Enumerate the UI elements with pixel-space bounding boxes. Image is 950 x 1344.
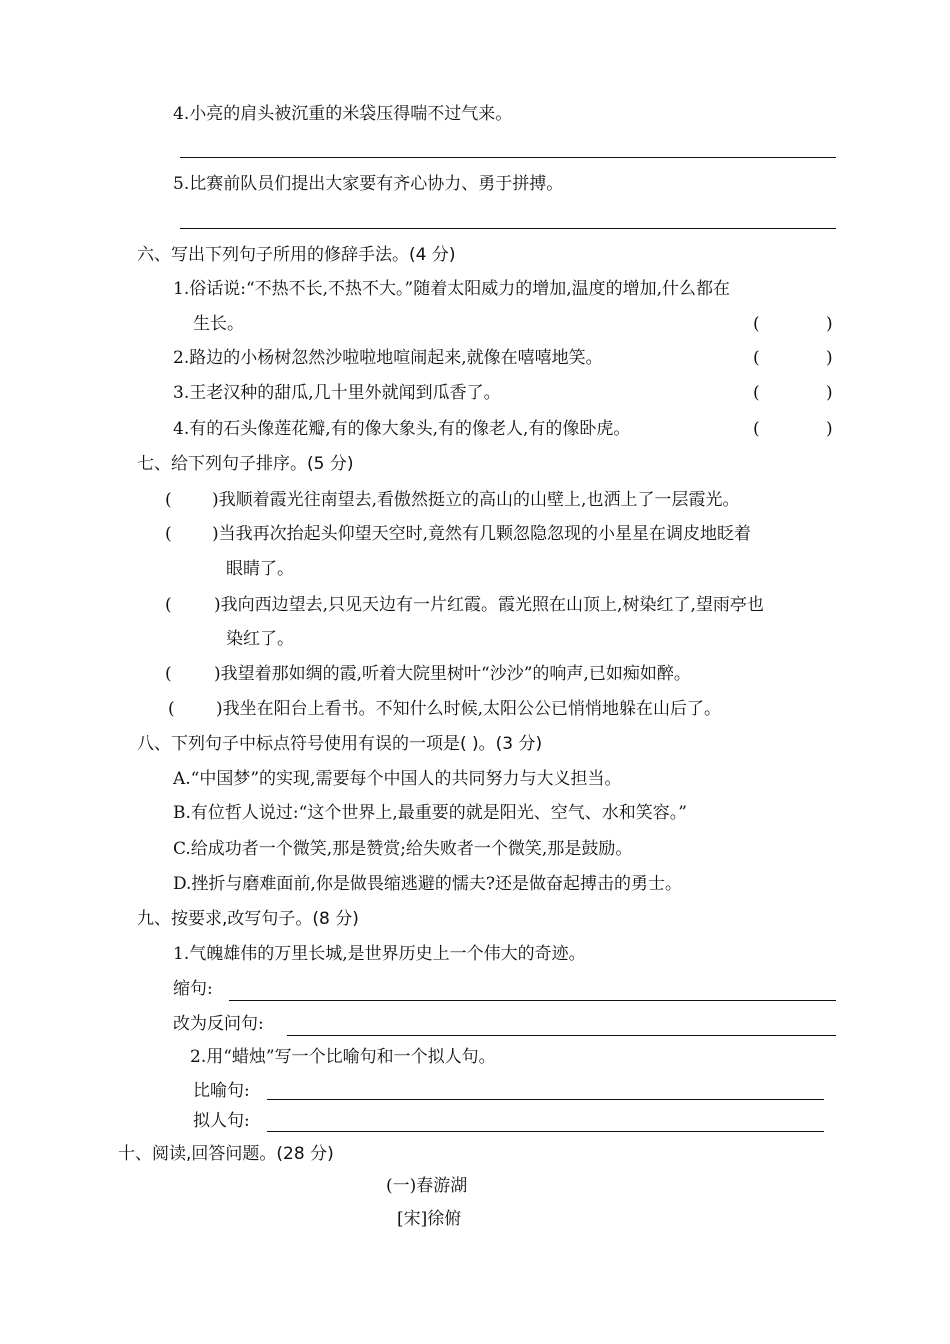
metaphor-answer-line[interactable] <box>267 1099 824 1100</box>
section7-sentence1: )我顺着霞光往南望去,看傲然挺立的高山的山壁上,也洒上了一层霞光。 <box>212 490 740 510</box>
section8-option-d: D.挫折与磨难面前,你是做畏缩逃避的懦夫?还是做奋起搏击的勇士。 <box>173 874 682 894</box>
poem-title: (一)春游湖 <box>386 1176 468 1196</box>
answer-paren-open: ( <box>753 383 760 403</box>
section7-sentence5: )我坐在阳台上看书。不知什么时候,太阳公公已悄悄地躲在山后了。 <box>216 699 722 719</box>
answer-paren-close: ) <box>826 348 833 368</box>
answer-paren-open: ( <box>753 419 760 439</box>
section9-item1: 1.气魄雄伟的万里长城,是世界历史上一个伟大的奇迹。 <box>173 944 586 964</box>
rhetorical-answer-line[interactable] <box>287 1035 836 1036</box>
section7-sentence3-line2: 染红了。 <box>226 629 294 649</box>
section7-sentence2-line2: 眼睛了。 <box>226 559 294 579</box>
personification-label: 拟人句: <box>193 1111 250 1131</box>
metaphor-label: 比喻句: <box>193 1081 250 1101</box>
answer-line[interactable] <box>180 228 836 229</box>
section5-item5: 5.比赛前队员们提出大家要有齐心协力、勇于拼搏。 <box>173 174 564 194</box>
section6-item4: 4.有的石头像莲花瓣,有的像大象头,有的像老人,有的像卧虎。 <box>173 419 631 439</box>
section6-item2: 2.路边的小杨树忽然沙啦啦地喧闹起来,就像在嘻嘻地笑。 <box>173 348 603 368</box>
order-paren-open: ( <box>168 699 175 719</box>
section6-item1-line1: 1.俗话说:“不热不长,不热不大。”随着太阳威力的增加,温度的增加,什么都在 <box>173 279 731 299</box>
answer-paren-close: ) <box>826 419 833 439</box>
poem-author: [宋]徐俯 <box>397 1209 462 1229</box>
order-paren-open: ( <box>165 595 172 615</box>
personification-answer-line[interactable] <box>267 1131 824 1132</box>
section9-item2: 2.用“蜡烛”写一个比喻句和一个拟人句。 <box>190 1047 496 1067</box>
section7-title: 七、给下列句子排序。(5 分) <box>137 454 354 474</box>
section6-title: 六、写出下列句子所用的修辞手法。(4 分) <box>137 245 456 265</box>
section9-title: 九、按要求,改写句子。(8 分) <box>137 909 359 929</box>
section7-sentence4: )我望着那如绸的霞,听着大院里树叶“沙沙”的响声,已如痴如醉。 <box>214 664 691 684</box>
section8-option-a: A.“中国梦”的实现,需要每个中国人的共同努力与大义担当。 <box>173 769 622 789</box>
section6-item3: 3.王老汉种的甜瓜,几十里外就闻到瓜香了。 <box>173 383 501 403</box>
section8-title: 八、下列句子中标点符号使用有误的一项是( )。(3 分) <box>137 734 543 754</box>
section10-title: 十、阅读,回答问题。(28 分) <box>118 1144 334 1164</box>
answer-paren-close: ) <box>826 383 833 403</box>
order-paren-open: ( <box>165 490 172 510</box>
answer-paren-open: ( <box>753 348 760 368</box>
section7-sentence3-line1: )我向西边望去,只见天边有一片红霞。霞光照在山顶上,树染红了,望雨亭也 <box>214 595 764 615</box>
section8-option-c: C.给成功者一个微笑,那是赞赏;给失败者一个微笑,那是鼓励。 <box>173 839 633 859</box>
answer-line[interactable] <box>180 157 836 158</box>
section5-item4: 4.小亮的肩头被沉重的米袋压得喘不过气来。 <box>173 104 513 124</box>
shorten-answer-line[interactable] <box>229 1000 836 1001</box>
rhetorical-label: 改为反问句: <box>173 1014 264 1034</box>
shorten-label: 缩句: <box>173 979 213 999</box>
answer-paren-open: ( <box>753 314 760 334</box>
section7-sentence2-line1: )当我再次抬起头仰望天空时,竟然有几颗忽隐忽现的小星星在调皮地眨着 <box>212 524 752 544</box>
answer-paren-close: ) <box>826 314 833 334</box>
order-paren-open: ( <box>165 524 172 544</box>
section8-option-b: B.有位哲人说过:“这个世界上,最重要的就是阳光、空气、水和笑容。” <box>173 803 687 823</box>
section6-item1-line2: 生长。 <box>193 314 244 334</box>
order-paren-open: ( <box>165 664 172 684</box>
